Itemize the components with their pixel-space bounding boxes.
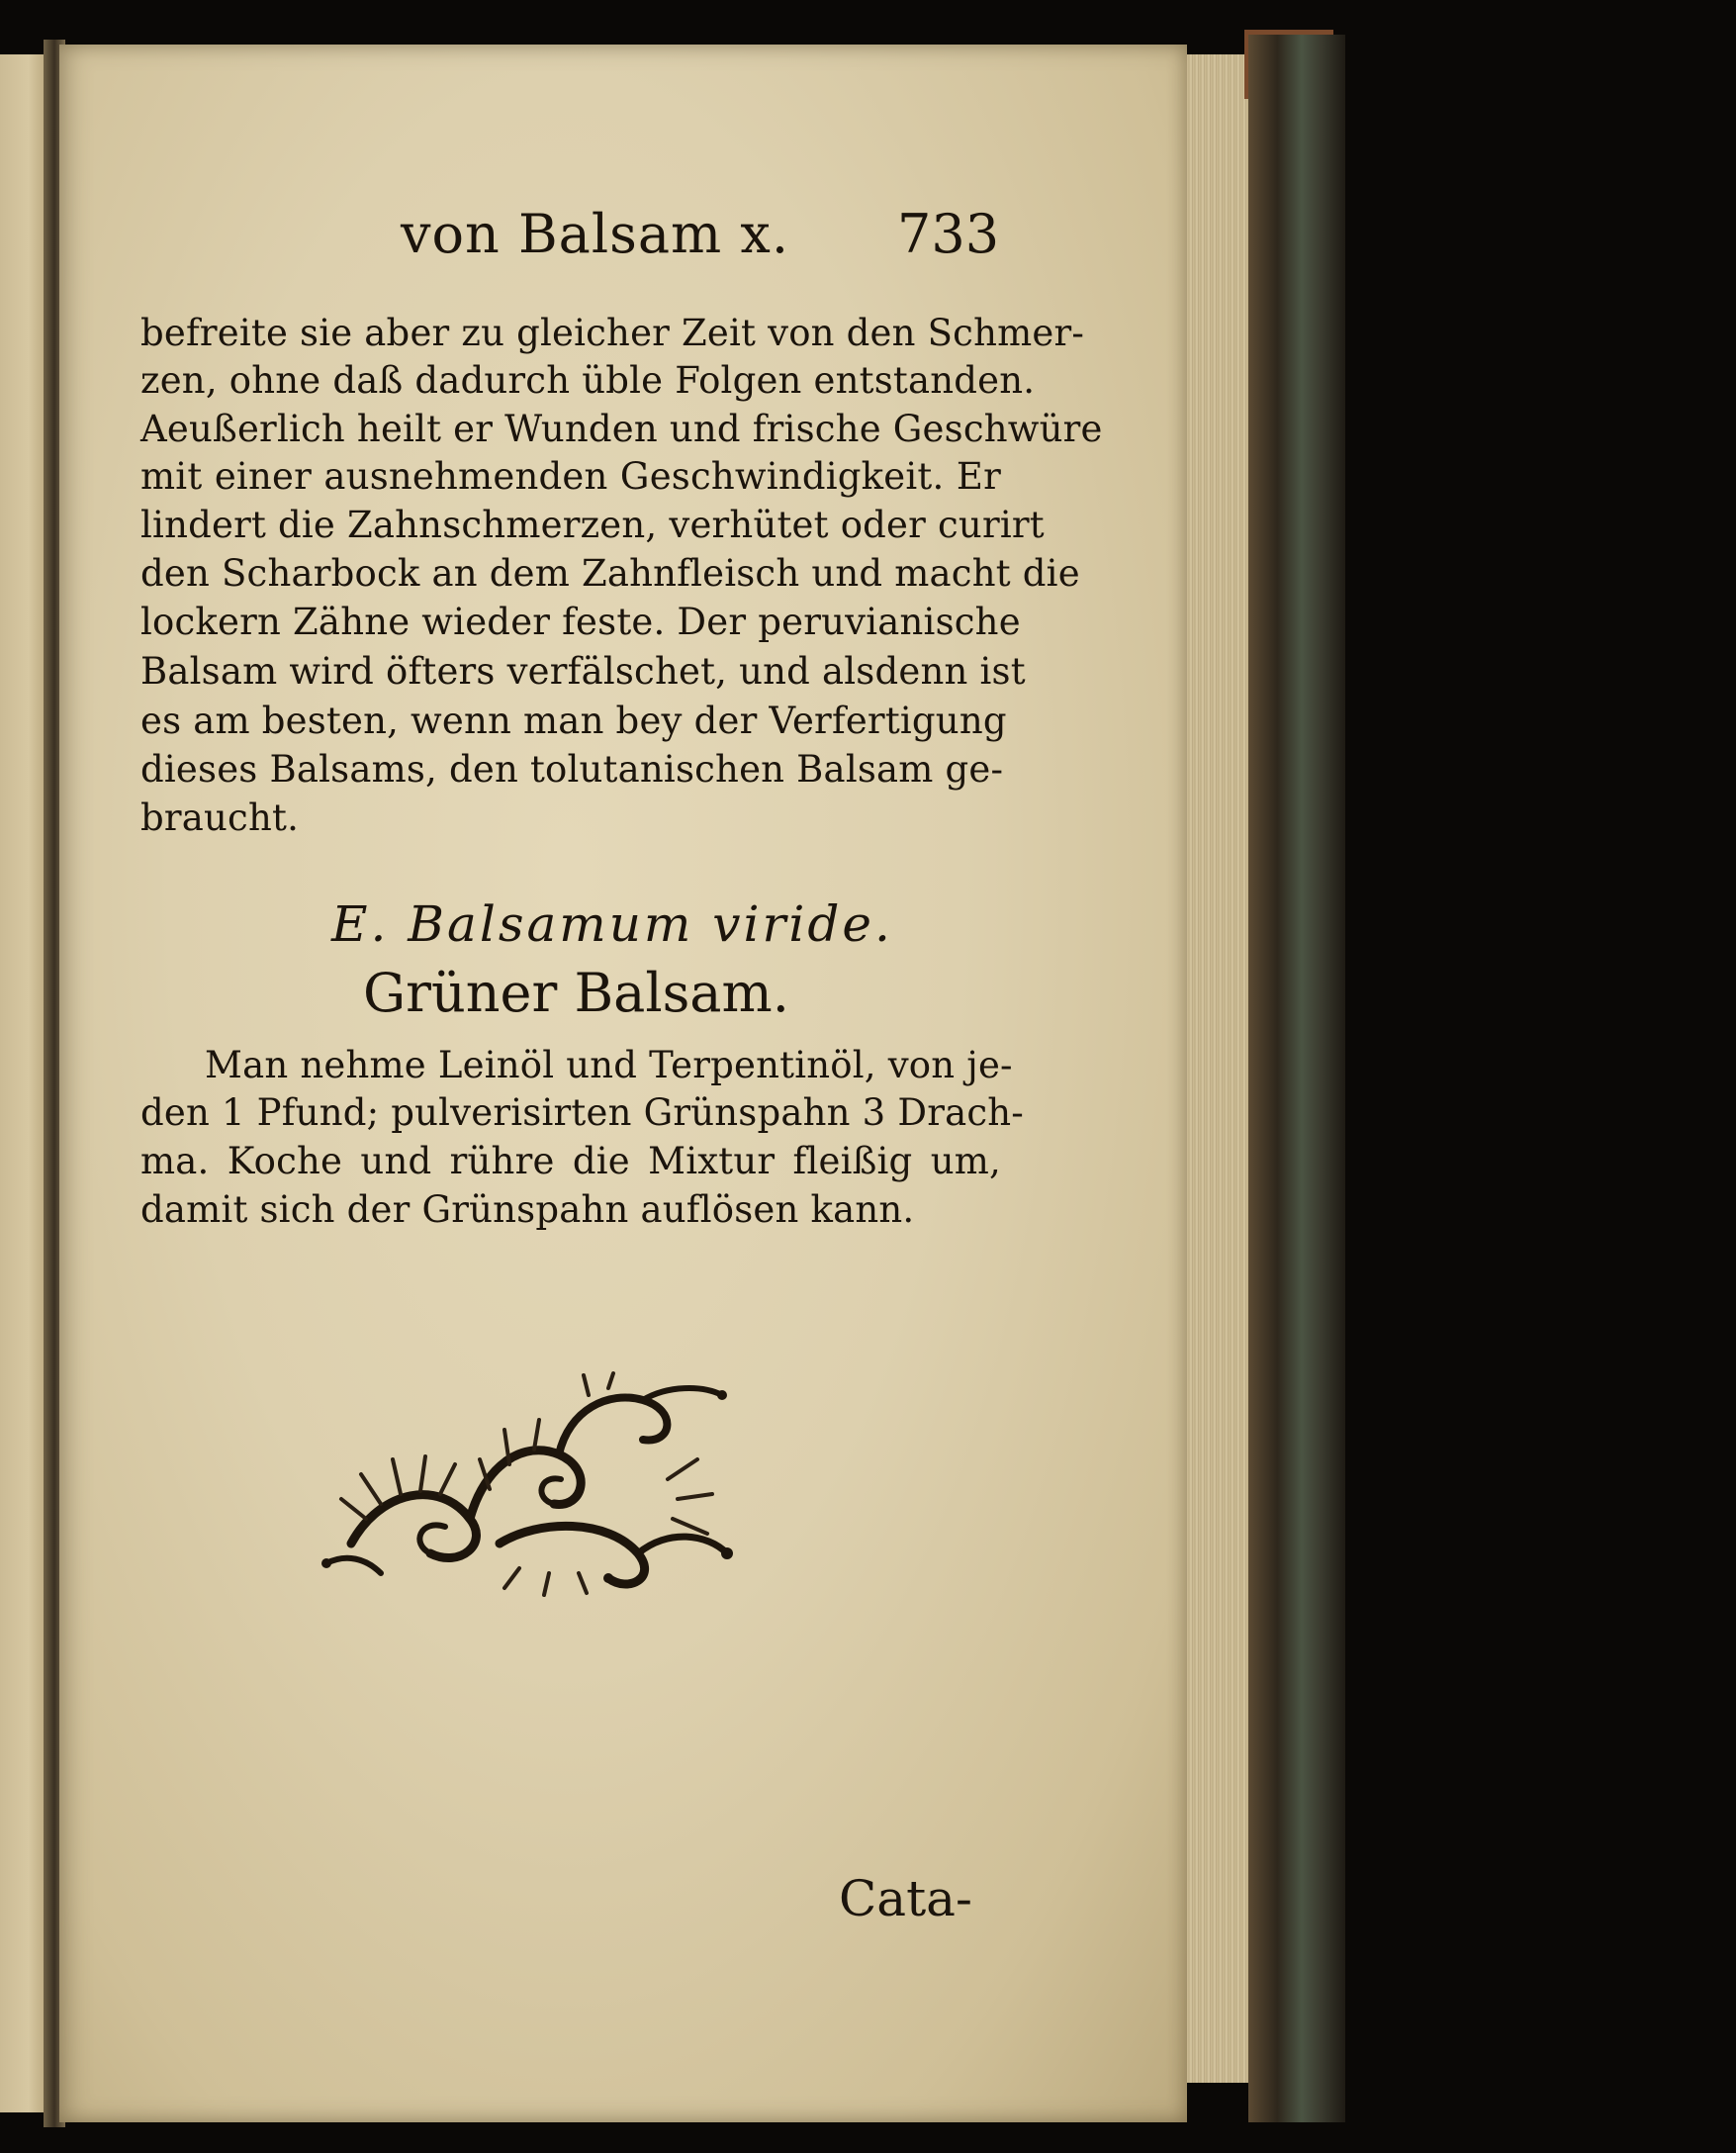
- recipe-line: Man nehme Leinöl und Terpentinöl, von je-: [205, 1044, 1013, 1086]
- recipe-line: den 1 Pfund; pulverisirten Grünspahn 3 Drach-: [140, 1091, 1024, 1134]
- section-title-german: Grüner Balsam.: [363, 962, 789, 1024]
- body-line: befreite sie aber zu gleicher Zeit von den Schmer-: [140, 312, 1085, 354]
- rococo-scroll-ornament-icon: [312, 1370, 757, 1598]
- body-line: braucht.: [140, 796, 300, 839]
- body-line: Aeußerlich heilt er Wunden und frische Geschwüre: [140, 408, 1103, 450]
- recipe-line: damit sich der Grünspahn auflösen kann.: [140, 1188, 915, 1231]
- body-line: den Scharbock an dem Zahnfleisch und macht die: [140, 552, 1080, 595]
- body-line: dieses Balsams, den tolutanischen Balsam ge-: [140, 748, 1004, 791]
- running-head: von Balsam x.: [401, 203, 790, 265]
- recipe-line: ma. Koche und rühre die Mixtur fleißig um,: [140, 1140, 1001, 1182]
- body-line: lindert die Zahnschmerzen, verhütet oder curirt: [140, 504, 1045, 546]
- body-line: es am besten, wenn man bey der Verfertigung: [140, 700, 1007, 742]
- section-title-latin: E. Balsamum viride.: [331, 895, 893, 953]
- catchword: Cata-: [839, 1870, 972, 1927]
- body-line: zen, ohne daß dadurch üble Folgen entstanden.: [140, 359, 1036, 402]
- body-line: Balsam wird öfters verfälschet, und alsdenn ist: [140, 650, 1026, 693]
- body-line: lockern Zähne wieder feste. Der peruvianische: [140, 601, 1021, 643]
- body-line: mit einer ausnehmenden Geschwindigkeit. Er: [140, 455, 1001, 498]
- page-number: 733: [897, 203, 1000, 265]
